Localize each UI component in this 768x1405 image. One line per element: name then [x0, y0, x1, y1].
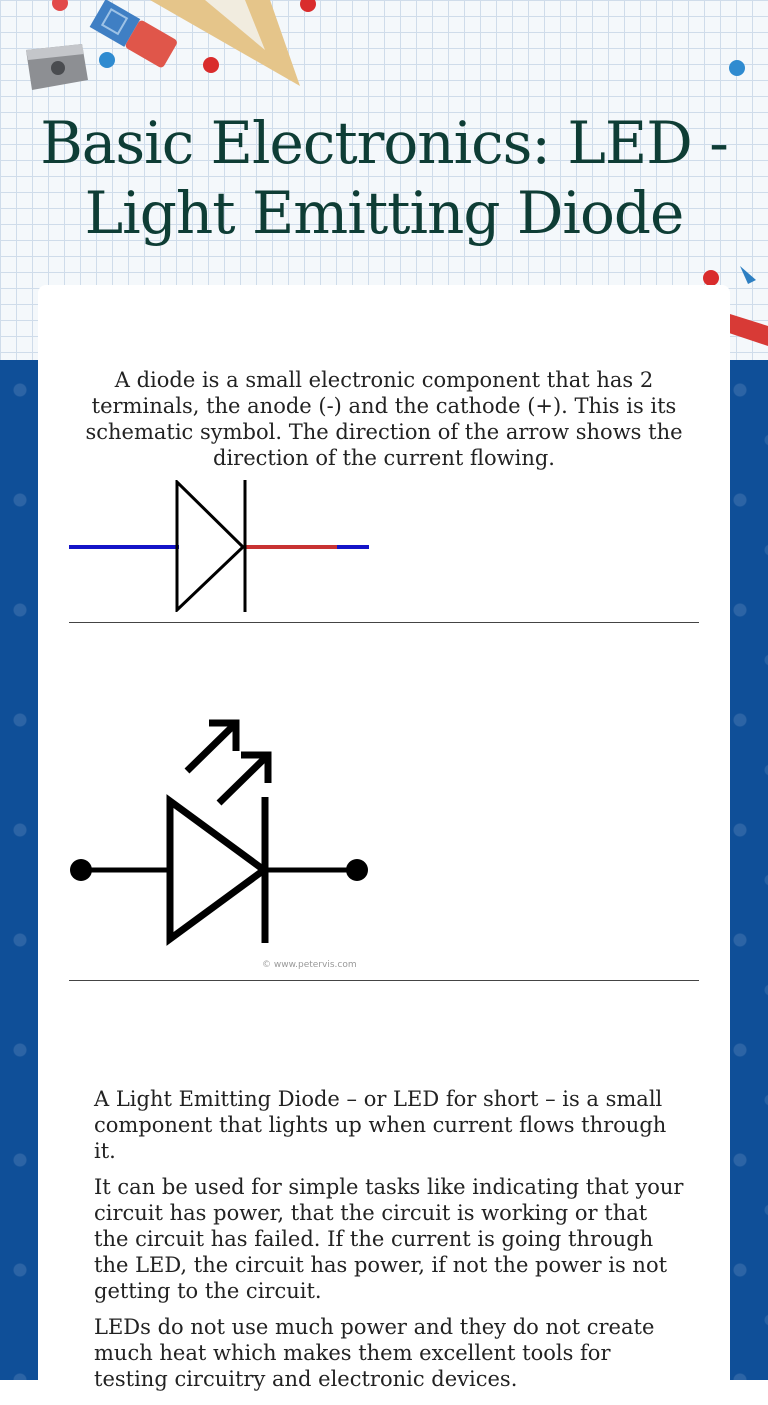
- diode-schematic-image: [69, 480, 369, 612]
- divider: [69, 622, 699, 623]
- led-image-credit: © www.petervis.com: [262, 960, 357, 970]
- paragraph: It can be used for simple tasks like indicating that your circuit has power, that the circuit is working or that the circuit has failed. If the current is going through the LED, the circuit has power, if not the power is not getting to the circuit.: [94, 1175, 684, 1303]
- divider: [69, 980, 699, 981]
- led-description: [94, 1086, 684, 1402]
- page-title: Basic Electronics: LED - Light Emitting Diode: [40, 109, 728, 247]
- paragraph: LEDs do not use much power and they do not create much heat which makes them excellent tools for testing circuitry and electronic devices.: [94, 1315, 655, 1391]
- led-schematic-image: [69, 715, 369, 975]
- intro-paragraph: A diode is a small electronic component that has 2 terminals, the anode (-) and the cathode (+). This is its schematic symbol. The direction of the arrow shows the direction of the current flowing.: [85, 368, 683, 470]
- paragraph: A Light Emitting Diode – or LED for short – is a small component that lights up when current flows through it.: [94, 1087, 667, 1163]
